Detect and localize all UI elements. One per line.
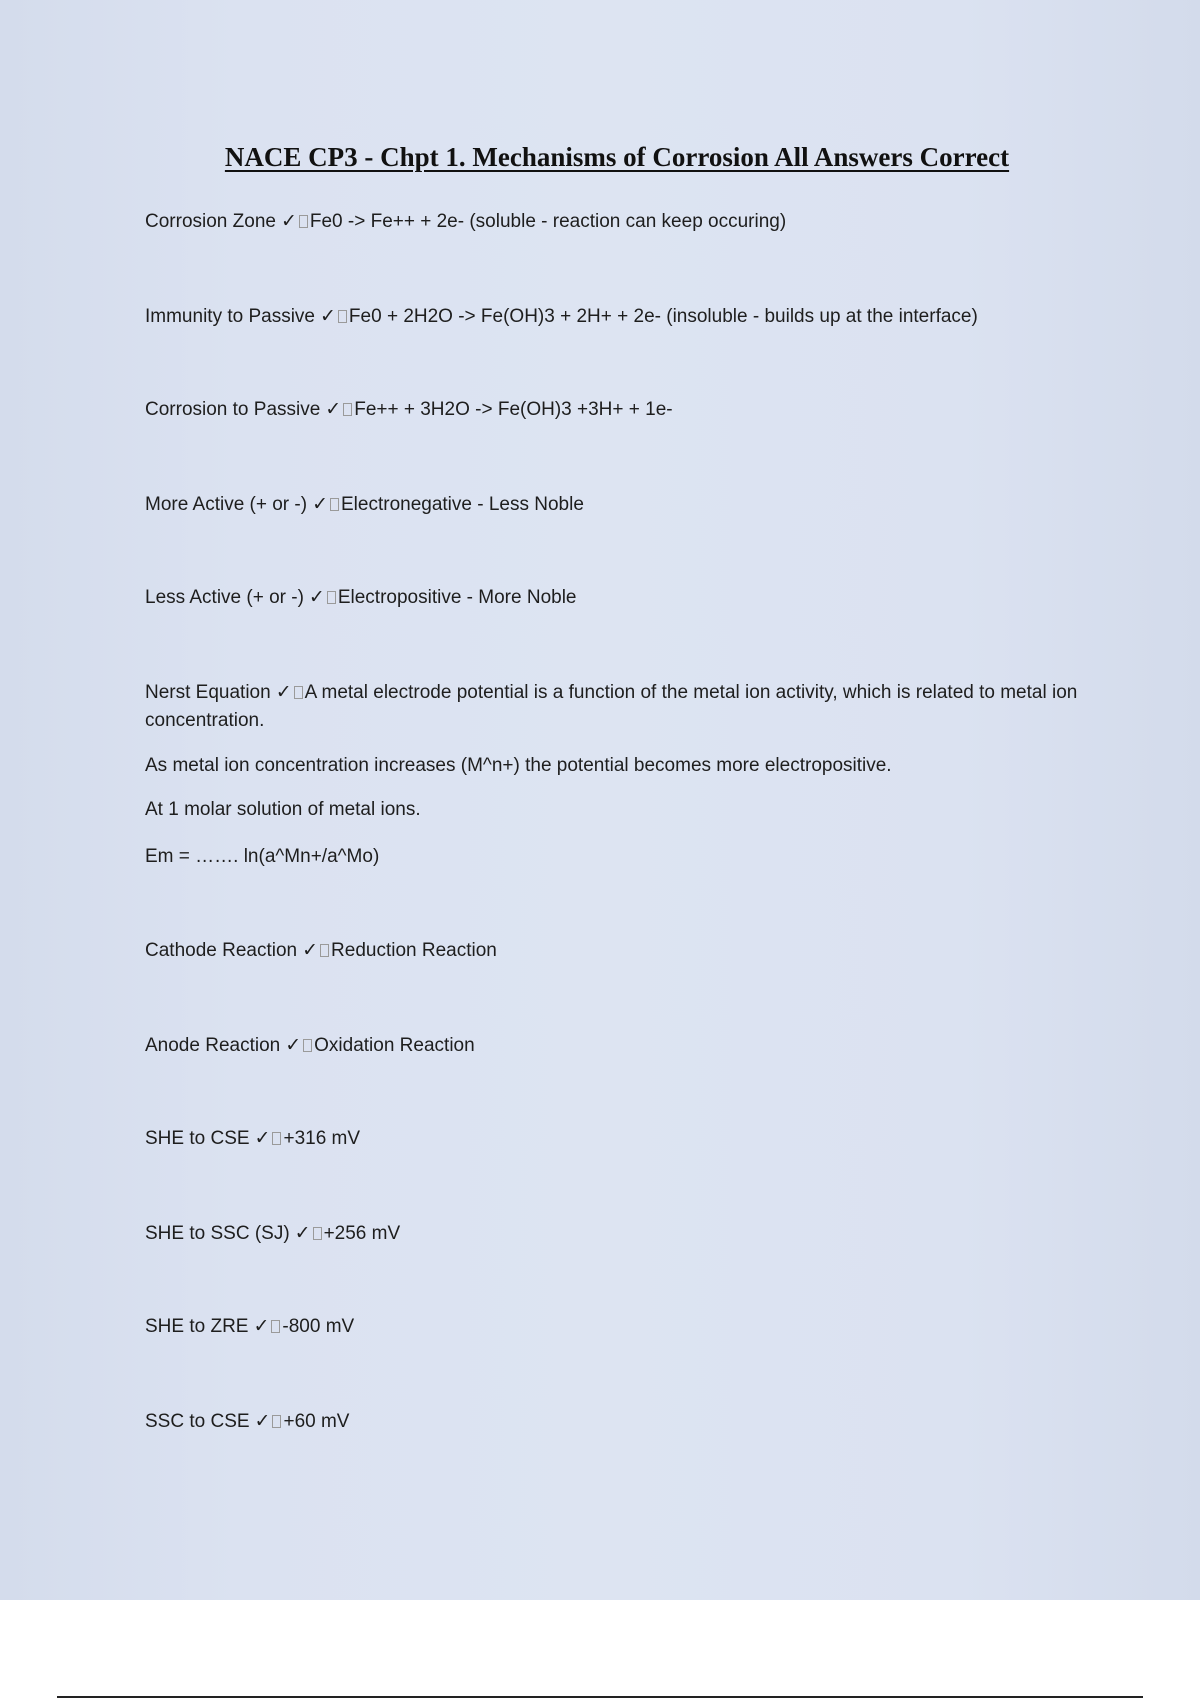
check-icon: ✓ bbox=[254, 1410, 271, 1432]
box-icon bbox=[343, 403, 352, 416]
question-text: Immunity to Passive bbox=[145, 306, 315, 327]
page-title: NACE CP3 - Chpt 1. Mechanisms of Corrosion All Answers Correct bbox=[224, 142, 1010, 172]
check-icon: ✓ bbox=[280, 210, 297, 232]
check-icon: ✓ bbox=[312, 493, 328, 515]
question-text: Cathode Reaction bbox=[145, 940, 298, 961]
footer-divider bbox=[57, 1696, 1143, 1698]
answer-text: Reduction Reaction bbox=[331, 940, 497, 961]
answer-text: A metal electrode potential is a function of the metal ion activity, which is related to metal ion concentration. bbox=[145, 682, 1078, 731]
qa-item bbox=[145, 1124, 1085, 1153]
box-icon bbox=[294, 686, 303, 699]
answer-text: +316 mV bbox=[283, 1128, 361, 1149]
answer-text: Fe0 + 2H2O -> Fe(OH)3 + 2H+ + 2e- (insoluble - builds up at the interface) bbox=[348, 306, 978, 327]
nernst-note: As metal ion concentration increases (M^n+) the potential becomes more electropositive. bbox=[145, 755, 892, 776]
question-text: SHE to CSE bbox=[145, 1128, 250, 1149]
answer-text: Electronegative - Less Noble bbox=[341, 494, 584, 515]
answer-text: Fe0 -> Fe++ + 2e- (soluble - reaction can keep occuring) bbox=[309, 211, 787, 232]
question-text: Corrosion Zone bbox=[145, 211, 276, 232]
qa-item bbox=[145, 1407, 1085, 1436]
box-icon bbox=[272, 1132, 281, 1145]
question-text: SHE to ZRE bbox=[145, 1316, 249, 1337]
question-text: Anode Reaction bbox=[145, 1035, 281, 1056]
question-text: Corrosion to Passive bbox=[145, 399, 321, 420]
question-text: SSC to CSE bbox=[145, 1411, 250, 1432]
answer-text: +256 mV bbox=[323, 1223, 401, 1244]
question-text: Less Active (+ or -) bbox=[145, 587, 304, 608]
check-icon: ✓ bbox=[320, 305, 336, 327]
box-icon bbox=[272, 1415, 281, 1428]
nernst-note: At 1 molar solution of metal ions. bbox=[145, 799, 421, 820]
box-icon bbox=[338, 310, 347, 323]
check-icon: ✓ bbox=[253, 1315, 270, 1337]
nernst-formula: Em = ……. ln(a^Mn+/a^Mo) bbox=[145, 846, 380, 867]
answer-text: -800 mV bbox=[282, 1316, 355, 1337]
box-icon bbox=[320, 944, 329, 957]
box-icon bbox=[327, 591, 336, 604]
check-icon: ✓ bbox=[308, 586, 325, 608]
box-icon bbox=[303, 1039, 312, 1052]
question-text: Nerst Equation bbox=[145, 682, 271, 703]
question-text: SHE to SSC (SJ) bbox=[145, 1223, 290, 1244]
qa-item bbox=[145, 1219, 1085, 1248]
answer-text: Fe++ + 3H2O -> Fe(OH)3 +3H+ + 1e- bbox=[354, 399, 673, 420]
qa-item bbox=[145, 583, 1085, 612]
qa-item bbox=[145, 490, 1085, 519]
qa-item bbox=[145, 1031, 1085, 1060]
qa-item bbox=[145, 936, 1085, 965]
box-icon bbox=[299, 215, 308, 228]
answer-text: +60 mV bbox=[283, 1411, 350, 1432]
qa-item bbox=[145, 395, 1085, 424]
answer-text: Electropositive - More Noble bbox=[337, 587, 577, 608]
qa-item bbox=[145, 1312, 1085, 1341]
qa-item bbox=[145, 207, 1085, 236]
box-icon bbox=[330, 498, 339, 511]
answer-text: Oxidation Reaction bbox=[314, 1035, 475, 1056]
box-icon bbox=[313, 1227, 322, 1240]
question-text: More Active (+ or -) bbox=[145, 494, 308, 515]
qa-item bbox=[145, 678, 1085, 735]
check-icon: ✓ bbox=[294, 1222, 311, 1244]
check-icon: ✓ bbox=[325, 398, 342, 420]
check-icon: ✓ bbox=[254, 1127, 271, 1149]
check-icon: ✓ bbox=[302, 939, 319, 961]
qa-item bbox=[145, 302, 1085, 331]
box-icon bbox=[271, 1320, 280, 1333]
check-icon: ✓ bbox=[275, 681, 292, 703]
check-icon: ✓ bbox=[285, 1034, 302, 1056]
